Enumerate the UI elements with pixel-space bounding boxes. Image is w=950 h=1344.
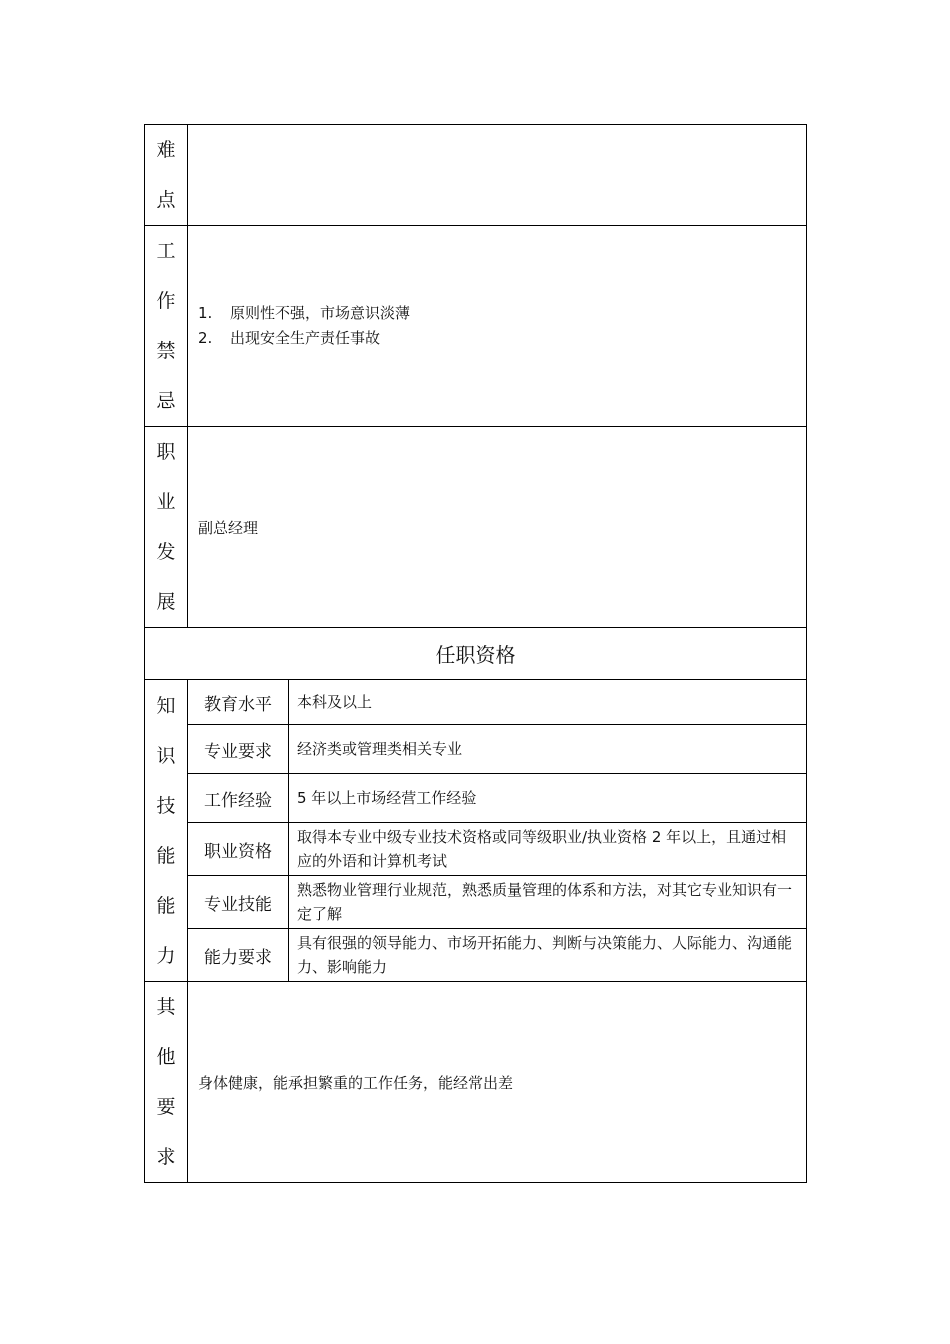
job-description-table	[144, 124, 807, 1183]
ability-label: 能力要求	[188, 929, 289, 982]
table-row	[145, 929, 807, 982]
other-row	[145, 982, 807, 1183]
table-row	[145, 725, 807, 774]
career-label: 职 业 发 展	[145, 427, 188, 628]
taboo-content	[188, 226, 807, 427]
qualification-title-row	[145, 628, 807, 680]
experience-label: 工作经验	[188, 774, 289, 823]
skill-value: 熟悉物业管理行业规范，熟悉质量管理的体系和方法，对其它专业知识有一定了解	[289, 876, 807, 929]
table-row	[145, 823, 807, 876]
career-content: 副总经理	[188, 427, 807, 628]
ability-value: 具有很强的领导能力、市场开拓能力、判断与决策能力、人际能力、沟通能力、影响能力	[289, 929, 807, 982]
education-label: 教育水平	[188, 680, 289, 725]
major-value: 经济类或管理类相关专业	[289, 725, 807, 774]
skill-label: 专业技能	[188, 876, 289, 929]
difficulty-content	[188, 125, 807, 226]
experience-value: 5 年以上市场经营工作经验	[289, 774, 807, 823]
taboo-list	[198, 301, 806, 351]
career-row	[145, 427, 807, 628]
taboo-row	[145, 226, 807, 427]
list-item: 2. 出现安全生产责任事故	[198, 329, 381, 347]
table-row	[145, 876, 807, 929]
taboo-label: 工 作 禁 忌	[145, 226, 188, 427]
section-title: 任职资格	[145, 628, 807, 680]
certification-value: 取得本专业中级专业技术资格或同等级职业/执业资格 2 年以上，且通过相应的外语和计算机考试	[289, 823, 807, 876]
certification-label: 职业资格	[188, 823, 289, 876]
table-row	[145, 680, 807, 725]
table-row	[145, 774, 807, 823]
difficulty-label: 难 点	[145, 125, 188, 226]
knowledge-label: 知 识 技 能 能 力	[145, 680, 188, 982]
major-label: 专业要求	[188, 725, 289, 774]
education-value: 本科及以上	[289, 680, 807, 725]
other-label: 其 他 要 求	[145, 982, 188, 1183]
difficulty-row	[145, 125, 807, 226]
list-item: 1. 原则性不强，市场意识淡薄	[198, 304, 411, 322]
other-content: 身体健康，能承担繁重的工作任务，能经常出差	[188, 982, 807, 1183]
